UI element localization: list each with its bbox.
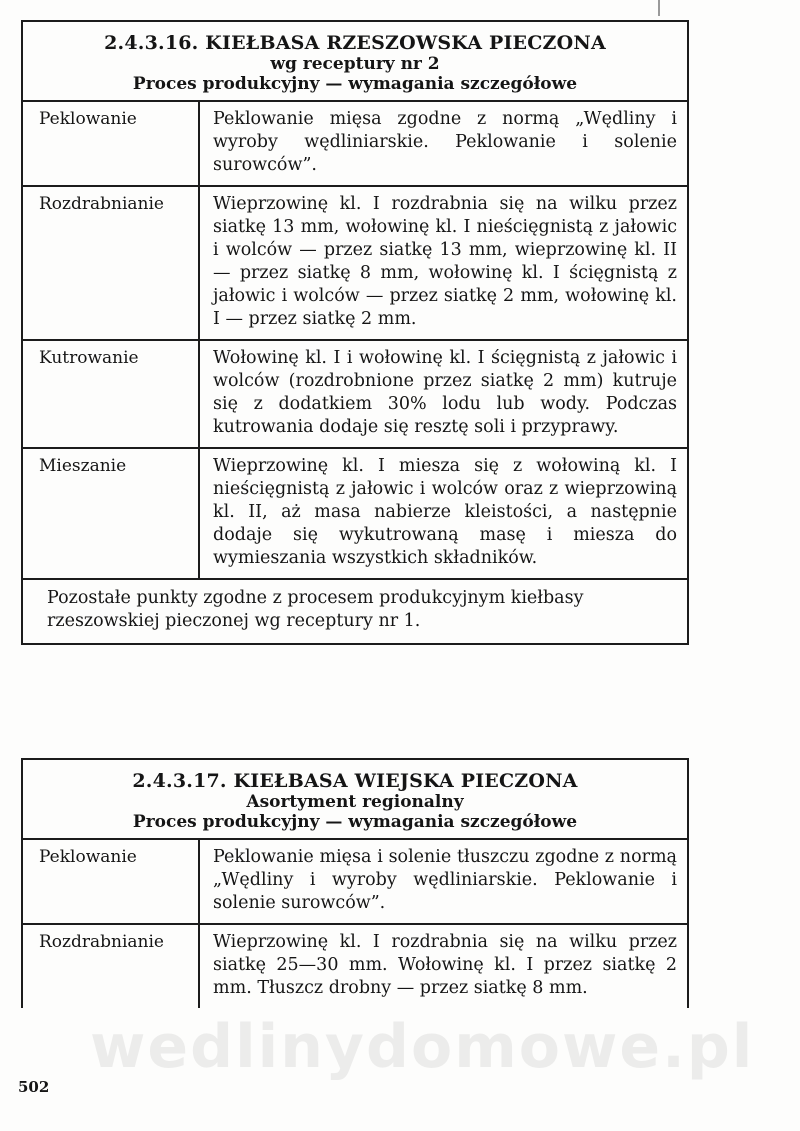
step-description: Wieprzowinę kl. I rozdrabnia się na wilku przez siatkę 13 mm, wołowinę kl. I nieścięgnistą z jałowic i wolców — przez siatkę 13 mm, wieprzowinę kl. II — przez siatkę 8 mm, wołowinę kl. I ścięgnistą z jałowic i wolców — przez siatkę 2 mm, wołowinę kl. I — przez siatkę 2 mm. (213, 194, 677, 329)
section-subtitle: Asortyment regionalny (246, 792, 464, 812)
page-number: 502 (18, 1078, 50, 1096)
table-row (23, 449, 687, 580)
step-description: Peklowanie mięsa zgodne z normą „Wędliny i wyroby wędliniarskie. Peklowanie i solenie surowców”. (213, 109, 677, 175)
section-kielbasa-wiejska (21, 758, 689, 1008)
step-description: Peklowanie mięsa i solenie tłuszczu zgodne z normą „Wędliny i wyroby wędliniarskie. Peklowanie i solenie surowców”. (213, 847, 677, 913)
step-description: Wieprzowinę kl. I rozdrabnia się na wilku przez siatkę 25—30 mm. Wołowinę kl. I przez siatkę 2 mm. Tłuszcz drobny — przez siatkę 8 mm. (213, 932, 677, 998)
section-process-heading: Proces produkcyjny — wymagania szczegółowe (132, 812, 578, 832)
section-header (23, 760, 687, 840)
watermark: wedlinydomowe.pl (90, 1012, 755, 1082)
step-label: Mieszanie (23, 449, 200, 578)
section-footer-note: Pozostałe punkty zgodne z procesem produkcyjnym kiełbasy rzeszowskiej pieczonej wg receptury nr 1. (47, 588, 584, 631)
step-label: Peklowanie (23, 840, 200, 923)
step-description: Wołowinę kl. I i wołowinę kl. I ścięgnistą z jałowic i wolców (rozdrobnione przez siatkę 2 mm) kutruje się z dodatkiem 30% lodu lub wody. Podczas kutrowania dodaje się resztę soli i przyprawy. (213, 348, 677, 437)
table-row (23, 840, 687, 925)
step-label: Peklowanie (23, 102, 200, 185)
page-edge-mark (658, 0, 660, 16)
step-label: Rozdrabnianie (23, 925, 200, 1008)
section-title: 2.4.3.16. KIEŁBASA RZESZOWSKA PIECZONA (104, 32, 606, 54)
section-subtitle: wg receptury nr 2 (270, 54, 440, 74)
table-row (23, 341, 687, 449)
section-process-heading: Proces produkcyjny — wymagania szczegółowe (132, 74, 578, 94)
table-row (23, 102, 687, 187)
step-description: Wieprzowinę kl. I miesza się z wołowiną kl. I nieścięgnistą z jałowic i wolców oraz z wieprzowiną kl. II, aż masa nabierze kleistości, a następnie dodaje się wykutrowaną masę i miesza do wymieszania wszystkich składników. (213, 456, 677, 568)
section-header (23, 22, 687, 102)
step-label: Kutrowanie (23, 341, 200, 447)
section-title: 2.4.3.17. KIEŁBASA WIEJSKA PIECZONA (132, 770, 578, 792)
table-row (23, 187, 687, 341)
section-kielbasa-rzeszowska (21, 20, 689, 645)
step-label: Rozdrabnianie (23, 187, 200, 339)
table-row (23, 925, 687, 1008)
